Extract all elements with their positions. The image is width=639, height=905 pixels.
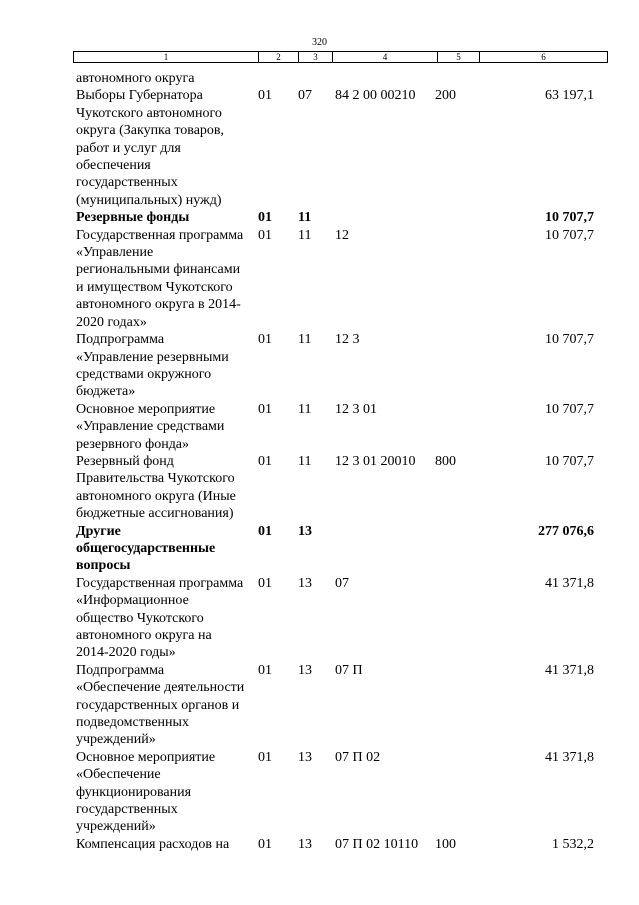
- row-subsection: 11: [298, 227, 312, 243]
- column-header-6: 6: [480, 52, 608, 63]
- table-row: [76, 749, 596, 836]
- column-header-table: [73, 51, 608, 63]
- row-amount: 41 371,8: [545, 575, 594, 591]
- table-row: [76, 401, 596, 453]
- table-row: [76, 453, 596, 523]
- row-section: 01: [258, 88, 272, 104]
- row-expense-type: 100: [435, 836, 456, 852]
- row-amount: 10 707,7: [545, 210, 594, 226]
- row-name: Резервные фонды: [76, 210, 190, 226]
- row-section: 01: [258, 332, 272, 348]
- row-name: Резервный фонд Правительства Чукотского автономного округа (Иные бюджетные ассигнования): [76, 453, 236, 522]
- row-subsection: 07: [298, 88, 312, 104]
- page-number: 320: [312, 37, 327, 48]
- row-expense-type: 800: [435, 453, 456, 469]
- column-header-4: 4: [333, 52, 438, 63]
- row-expense-type: 200: [435, 88, 456, 104]
- row-name: Выборы Губернатора Чукотского автономного округа (Закупка товаров, работ и услуг для обеспечения государственных (муниципальных) нужд): [76, 88, 225, 208]
- row-section: 01: [258, 836, 272, 852]
- row-subsection: 13: [298, 749, 312, 765]
- row-amount: 10 707,7: [545, 401, 594, 417]
- row-name: Государственная программа «Управление региональными финансами и имуществом Чукотского автономного округа в 2014- 2020 годах»: [76, 227, 244, 330]
- row-section: 01: [258, 662, 272, 678]
- table-row: [76, 209, 596, 226]
- column-header-2: 2: [259, 52, 299, 63]
- row-target-article: 12 3 01 20010: [335, 453, 416, 469]
- row-amount: 1 532,2: [552, 836, 594, 852]
- table-row: [76, 331, 596, 401]
- row-name: Подпрограмма «Управление резервными средствами окружного бюджета»: [76, 332, 229, 400]
- row-subsection: 13: [298, 523, 312, 539]
- column-header-row: [74, 52, 608, 63]
- row-subsection: 13: [298, 836, 312, 852]
- row-section: 01: [258, 401, 272, 417]
- row-amount: 10 707,7: [545, 227, 594, 243]
- column-header-5: 5: [438, 52, 480, 63]
- row-name: автономного округа: [76, 71, 195, 86]
- row-section: 01: [258, 575, 272, 591]
- row-target-article: 07 П 02: [335, 749, 381, 765]
- row-target-article: 84 2 00 00210: [335, 88, 416, 104]
- table-row: [76, 836, 596, 853]
- row-target-article: 07: [335, 575, 349, 591]
- column-header-3: 3: [299, 52, 333, 63]
- row-name: Подпрограмма «Обеспечение деятельности государственных органов и подведомственных учреждений»: [76, 662, 245, 748]
- row-subsection: 11: [298, 210, 312, 226]
- row-section: 01: [258, 523, 272, 539]
- row-target-article: 12: [335, 227, 349, 243]
- row-amount: 63 197,1: [545, 88, 594, 104]
- row-target-article: 12 3: [335, 332, 360, 348]
- row-subsection: 13: [298, 662, 312, 678]
- row-amount: 41 371,8: [545, 749, 594, 765]
- row-name: Основное мероприятие «Управление средствами резервного фонда»: [76, 401, 225, 452]
- table-row: [76, 87, 596, 209]
- row-section: 01: [258, 227, 272, 243]
- row-amount: 41 371,8: [545, 662, 594, 678]
- row-name: Основное мероприятие «Обеспечение функционирования государственных учреждений»: [76, 749, 216, 835]
- row-section: 01: [258, 210, 272, 226]
- table-row: [76, 70, 596, 87]
- row-amount: 10 707,7: [545, 453, 594, 469]
- row-name: Государственная программа «Информационное общество Чукотского автономного округа на 2014-2020 годы»: [76, 575, 244, 661]
- row-section: 01: [258, 453, 272, 469]
- row-amount: 10 707,7: [545, 332, 594, 348]
- row-subsection: 11: [298, 332, 312, 348]
- row-target-article: 07 П 02 10110: [335, 836, 419, 852]
- row-subsection: 11: [298, 401, 312, 417]
- table-row: [76, 227, 596, 331]
- table-row: [76, 523, 596, 575]
- row-subsection: 11: [298, 453, 312, 469]
- row-amount: 277 076,6: [538, 523, 594, 539]
- budget-table-body: [76, 70, 596, 853]
- row-name: Другие общегосударственные вопросы: [76, 523, 216, 574]
- row-target-article: 07 П: [335, 662, 363, 678]
- row-target-article: 12 3 01: [335, 401, 377, 417]
- row-subsection: 13: [298, 575, 312, 591]
- table-row: [76, 662, 596, 749]
- column-header-1: 1: [74, 52, 259, 63]
- row-name: Компенсация расходов на: [76, 836, 230, 852]
- row-section: 01: [258, 749, 272, 765]
- table-row: [76, 575, 596, 662]
